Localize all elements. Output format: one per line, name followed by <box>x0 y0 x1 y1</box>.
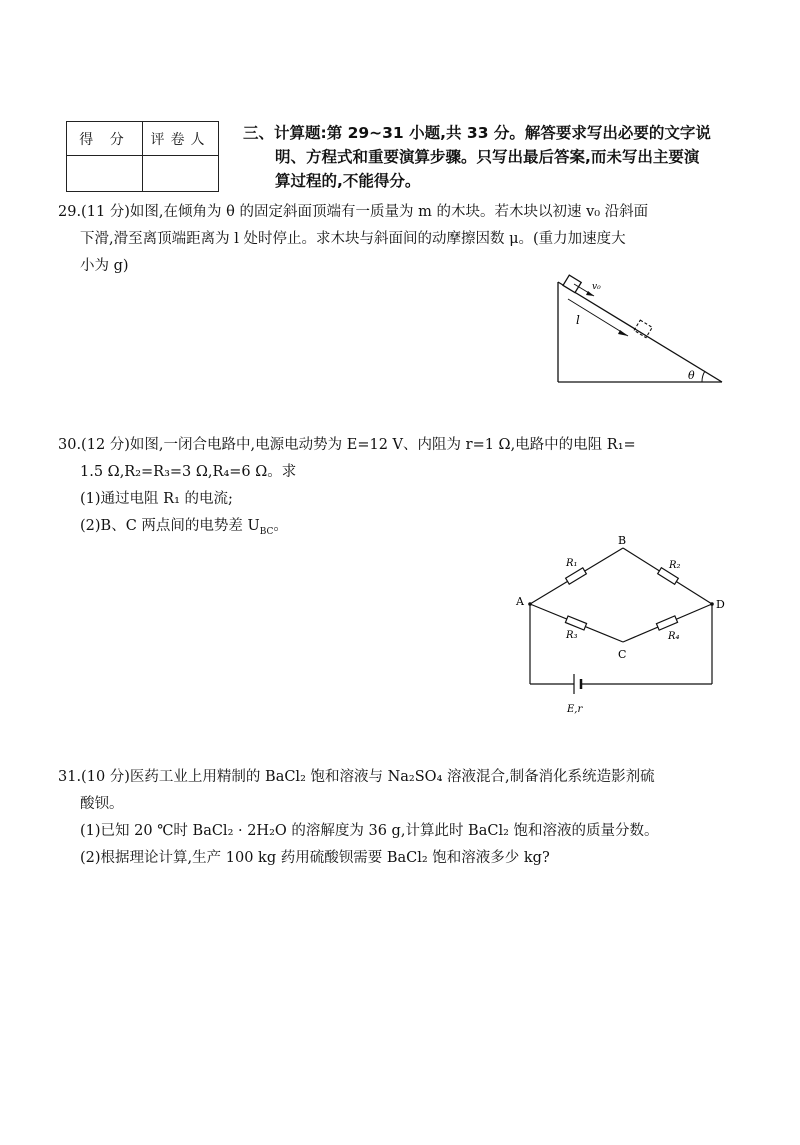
resistor-r4 <box>656 616 677 630</box>
r4-label: R₄ <box>668 631 680 642</box>
part-2-subscript: BC <box>259 526 274 537</box>
question-30-part-1: (1)通过电阻 R₁ 的电流; <box>80 491 233 507</box>
length-label: l <box>576 313 580 327</box>
question-29-line: 29.(11 分)如图,在倾角为 θ 的固定斜面顶端有一质量为 m 的木块。若木块以初速 v₀ 沿斜面 <box>58 204 649 220</box>
section-heading-line: 三、计算题:第 29~31 小题,共 33 分。解答要求写出必要的文字说 <box>243 124 711 142</box>
question-30 <box>58 432 738 546</box>
section-heading <box>243 121 743 193</box>
node-d-label: D <box>716 598 725 611</box>
question-30-line: 30.(12 分)如图,一闭合电路中,电源电动势为 E=12 V、内阻为 r=1 Ω,电路中的电阻 R₁= <box>58 437 636 453</box>
r2-label: R₂ <box>669 560 681 571</box>
r1-label: R₁ <box>566 558 578 569</box>
incline-slope <box>558 282 722 382</box>
question-29-line: 下滑,滑至离顶端距离为 l 处时停止。求木块与斜面间的动摩擦因数 μ。(重力加速度大 <box>80 231 626 247</box>
incline-figure <box>540 272 730 388</box>
question-29 <box>58 199 738 280</box>
grader-cell[interactable] <box>143 156 219 192</box>
r3-label: R₃ <box>566 630 578 641</box>
part-2-text: (2)B、C 两点间的电势差 U <box>80 518 260 534</box>
question-30-line: 1.5 Ω,R₂=R₃=3 Ω,R₄=6 Ω。求 <box>80 464 297 480</box>
source-label: E,r <box>567 704 583 715</box>
velocity-label: v₀ <box>592 282 601 292</box>
node-c-label: C <box>618 648 627 661</box>
block-top <box>563 275 581 293</box>
resistor-r3 <box>565 616 586 630</box>
angle-label: θ <box>688 369 695 382</box>
resistor-r1 <box>566 568 587 584</box>
score-cell[interactable] <box>67 156 143 192</box>
score-header: 得 分 <box>67 122 143 156</box>
question-31-line: 31.(10 分)医药工业上用精制的 BaCl₂ 饱和溶液与 Na₂SO₄ 溶液混合,制备消化系统造影剂硫 <box>58 769 655 785</box>
question-29-line: 小为 g) <box>80 258 129 274</box>
node-a-dot <box>528 602 532 606</box>
node-a-label: A <box>516 595 524 608</box>
grader-header: 评卷人 <box>143 122 219 156</box>
section-heading-line: 算过程的,不能得分。 <box>275 172 421 190</box>
circuit-figure <box>512 532 732 722</box>
score-table <box>66 121 219 192</box>
angle-arc <box>702 371 705 382</box>
node-b-label: B <box>618 534 627 547</box>
node-d-dot <box>710 602 714 606</box>
part-2-end: 。 <box>273 518 288 534</box>
block-stopped <box>634 320 652 338</box>
section-heading-line: 明、方程式和重要演算步骤。只写出最后答案,而未写出主要演 <box>275 148 700 166</box>
question-31-line: 酸钡。 <box>80 796 124 812</box>
question-31-part-1: (1)已知 20 ℃时 BaCl₂ · 2H₂O 的溶解度为 36 g,计算此时 BaCl₂ 饱和溶液的质量分数。 <box>80 823 659 839</box>
question-31 <box>58 764 738 872</box>
question-31-part-2: (2)根据理论计算,生产 100 kg 药用硫酸钡需要 BaCl₂ 饱和溶液多少 kg? <box>80 850 550 866</box>
